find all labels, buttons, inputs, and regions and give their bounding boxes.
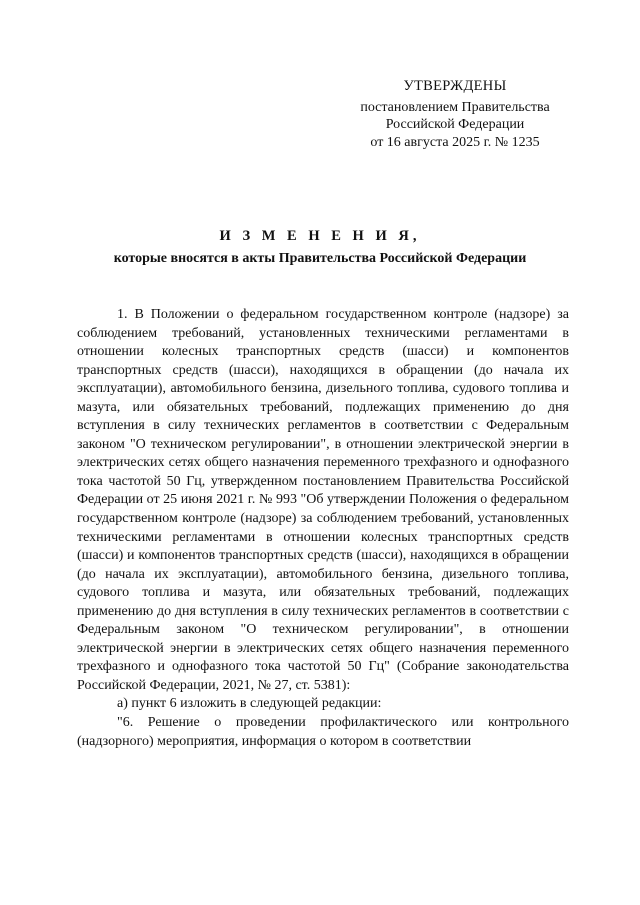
- document-title: И З М Е Н Е Н И Я,: [219, 228, 421, 244]
- approval-line-2: Российской Федерации: [385, 117, 525, 132]
- paragraph-2: а) пункт 6 изложить в следующей редакции:: [117, 696, 382, 712]
- paragraph-3: "6. Решение о проведении профилактического или контрольного (надзорного) мероприятия, информация о котором в соответствии: [77, 715, 569, 749]
- approval-heading: УТВЕРЖДЕНЫ: [403, 78, 507, 94]
- approval-line-1: постановлением Правительства: [360, 99, 550, 115]
- approval-line-3: от 16 августа 2025 г. № 1235: [370, 134, 540, 150]
- document-body: [77, 306, 569, 751]
- paragraph-1: 1. В Положении о федеральном государственном контроле (надзоре) за соблюдением требований, установленных техническими регламентами в отношении колесных транспортных средств (шасси) и компонентов транспортных средств (шасси), находящихся в обращении (до начала их эксплуатации), автомобильного бензина, дизельного топлива, судового топлива и мазута, или обязательных требований, подлежащих применению до дня вступления в силу технических регламентов в соответствии с Федеральным законом "О техническом регулировании", в отношении электрической энергии в электрических сетях общего назначения переменного трехфазного и однофазного тока частотой 50 Гц, утвержденном постановлением Правительства Российской Федерации от 25 июня 2021 г. № 993 "Об утверждении Положения о федеральном государственном контроле (надзоре) за соблюдением требований, установленных техническими регламентами в отношении колесных транспортных средств (шасси) и компонентов транспортных средств (шасси), находящихся в обращении (до начала их эксплуатации), автомобильного бензина, дизельного топлива, судового топлива и мазута, или обязательных требований, подлежащих применению до дня вступления в силу технических регламентов в соответствии с Федеральным законом "О техническом регулировании", в отношении электрической энергии в электрических сетях общего назначения переменного трехфазного и однофазного тока частотой 50 Гц" (Собрание законодательства Российской Федерации, 2021, № 27, ст. 5381):: [77, 307, 569, 693]
- approval-block: [340, 78, 570, 151]
- document-subtitle: которые вносятся в акты Правительства Российской Федерации: [113, 251, 527, 266]
